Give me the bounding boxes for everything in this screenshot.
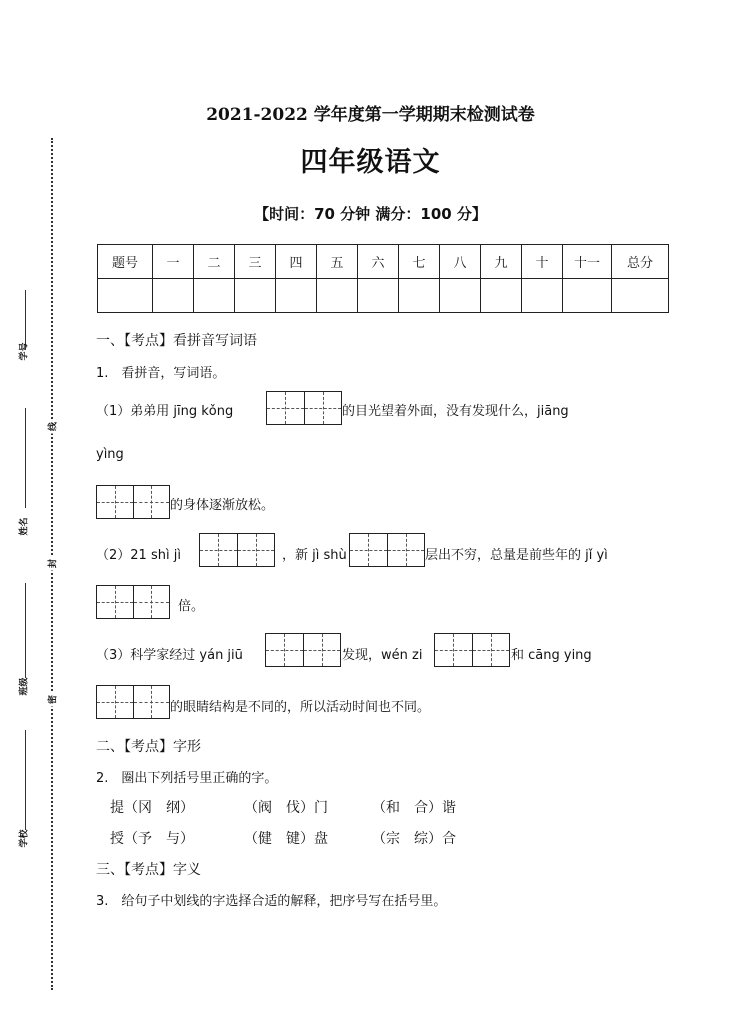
score-entry-cell[interactable]	[317, 279, 358, 313]
subject-title: 四年级语文	[300, 147, 441, 178]
section3-heading: 三、【考点】字义	[96, 862, 201, 878]
s3-mid2: 和 cāng ying	[511, 648, 592, 663]
question-3: 3. 给句子中划线的字选择合适的解释，把序号写在括号里。	[96, 894, 447, 909]
s2-suffix: 倍。	[178, 599, 205, 614]
writing-grid-yanjiu[interactable]	[265, 633, 341, 667]
name-label: 姓名	[19, 517, 30, 536]
score-header-cell: 一	[153, 245, 194, 279]
section1-heading: 一、【考点】看拼音写词语	[96, 333, 257, 349]
writing-grid-wenzi[interactable]	[434, 633, 510, 667]
score-entry-cell[interactable]	[276, 279, 317, 313]
s1-pinyin2: yìng	[96, 447, 124, 462]
s2-mid1: ，新 jì shù	[282, 548, 347, 563]
choice-item[interactable]: 授（予 与）	[110, 831, 194, 847]
score-entry-cell[interactable]	[563, 279, 612, 313]
choice-item[interactable]: 提（冈 纲）	[110, 800, 194, 816]
student-id-label: 学号	[19, 342, 30, 361]
writing-grid-jiangying[interactable]	[96, 485, 170, 519]
score-entry-cell[interactable]	[481, 279, 522, 313]
score-entry-cell[interactable]	[153, 279, 194, 313]
score-header-cell: 十一	[563, 245, 612, 279]
score-entry-cell[interactable]	[358, 279, 399, 313]
score-entry-cell[interactable]	[399, 279, 440, 313]
score-entry-cell[interactable]	[440, 279, 481, 313]
writing-grid-jingkong[interactable]	[266, 391, 342, 425]
score-header-cell: 六	[358, 245, 399, 279]
score-header-cell: 八	[440, 245, 481, 279]
section2-heading: 二、【考点】字形	[96, 739, 201, 755]
school-line	[25, 730, 26, 830]
score-header-cell: 七	[399, 245, 440, 279]
seal-mark-line: 线	[46, 420, 59, 434]
score-table-entry-row	[98, 279, 669, 313]
seal-mark-seal: 封	[46, 557, 59, 571]
choice-item[interactable]: （健 键）盘	[244, 831, 328, 847]
score-entry-cell[interactable]	[235, 279, 276, 313]
score-header-cell: 九	[481, 245, 522, 279]
s1-prefix: （1）弟弟用 jīng kǒng	[96, 404, 234, 419]
score-header-cell: 四	[276, 245, 317, 279]
writing-grid-jishu[interactable]	[349, 533, 425, 567]
name-line	[25, 408, 26, 508]
exam-title: 2021-2022 学年度第一学期期末检测试卷	[206, 105, 535, 125]
seal-mark-secret: 密	[46, 693, 59, 707]
choice-item[interactable]: （宗 综）合	[372, 831, 456, 847]
score-header-cell: 五	[317, 245, 358, 279]
score-header-cell: 二	[194, 245, 235, 279]
choice-item[interactable]: （和 合）谐	[372, 800, 456, 816]
s3-mid1: 发现，wén zi	[342, 648, 423, 663]
score-entry-cell[interactable]	[522, 279, 563, 313]
class-label: 班级	[19, 677, 30, 696]
score-header-cell: 三	[235, 245, 276, 279]
score-table-header-row	[98, 245, 669, 279]
score-entry-cell[interactable]	[98, 279, 153, 313]
writing-grid-cangying[interactable]	[96, 685, 170, 719]
choice-item[interactable]: （阀 伐）门	[244, 800, 328, 816]
s3-prefix: （3）科学家经过 yán jiū	[96, 648, 243, 663]
score-header-cell: 十	[522, 245, 563, 279]
s2-prefix: （2）21 shì jì	[96, 548, 181, 563]
score-header-cell: 总分	[612, 245, 669, 279]
question-1: 1. 看拼音，写词语。	[96, 366, 226, 381]
s2-mid2: 层出不穷，总量是前些年的 jǐ yì	[425, 548, 608, 563]
s1-mid: 的目光望着外面，没有发现什么，jiāng	[342, 404, 569, 419]
s1-suffix: 的身体逐渐放松。	[170, 498, 275, 513]
exam-meta: 【时间：70 分钟 满分：100 分】	[254, 205, 487, 223]
s3-suffix: 的眼睛结构是不同的，所以活动时间也不同。	[170, 700, 431, 715]
class-line	[25, 583, 26, 678]
writing-grid-jiyi[interactable]	[96, 585, 170, 619]
score-entry-cell[interactable]	[612, 279, 669, 313]
score-header-cell: 题号	[98, 245, 153, 279]
question-2: 2. 圈出下列括号里正确的字。	[96, 771, 278, 786]
writing-grid-shiji[interactable]	[199, 533, 275, 567]
school-label: 学校	[19, 829, 30, 848]
score-entry-cell[interactable]	[194, 279, 235, 313]
score-table	[97, 244, 669, 313]
